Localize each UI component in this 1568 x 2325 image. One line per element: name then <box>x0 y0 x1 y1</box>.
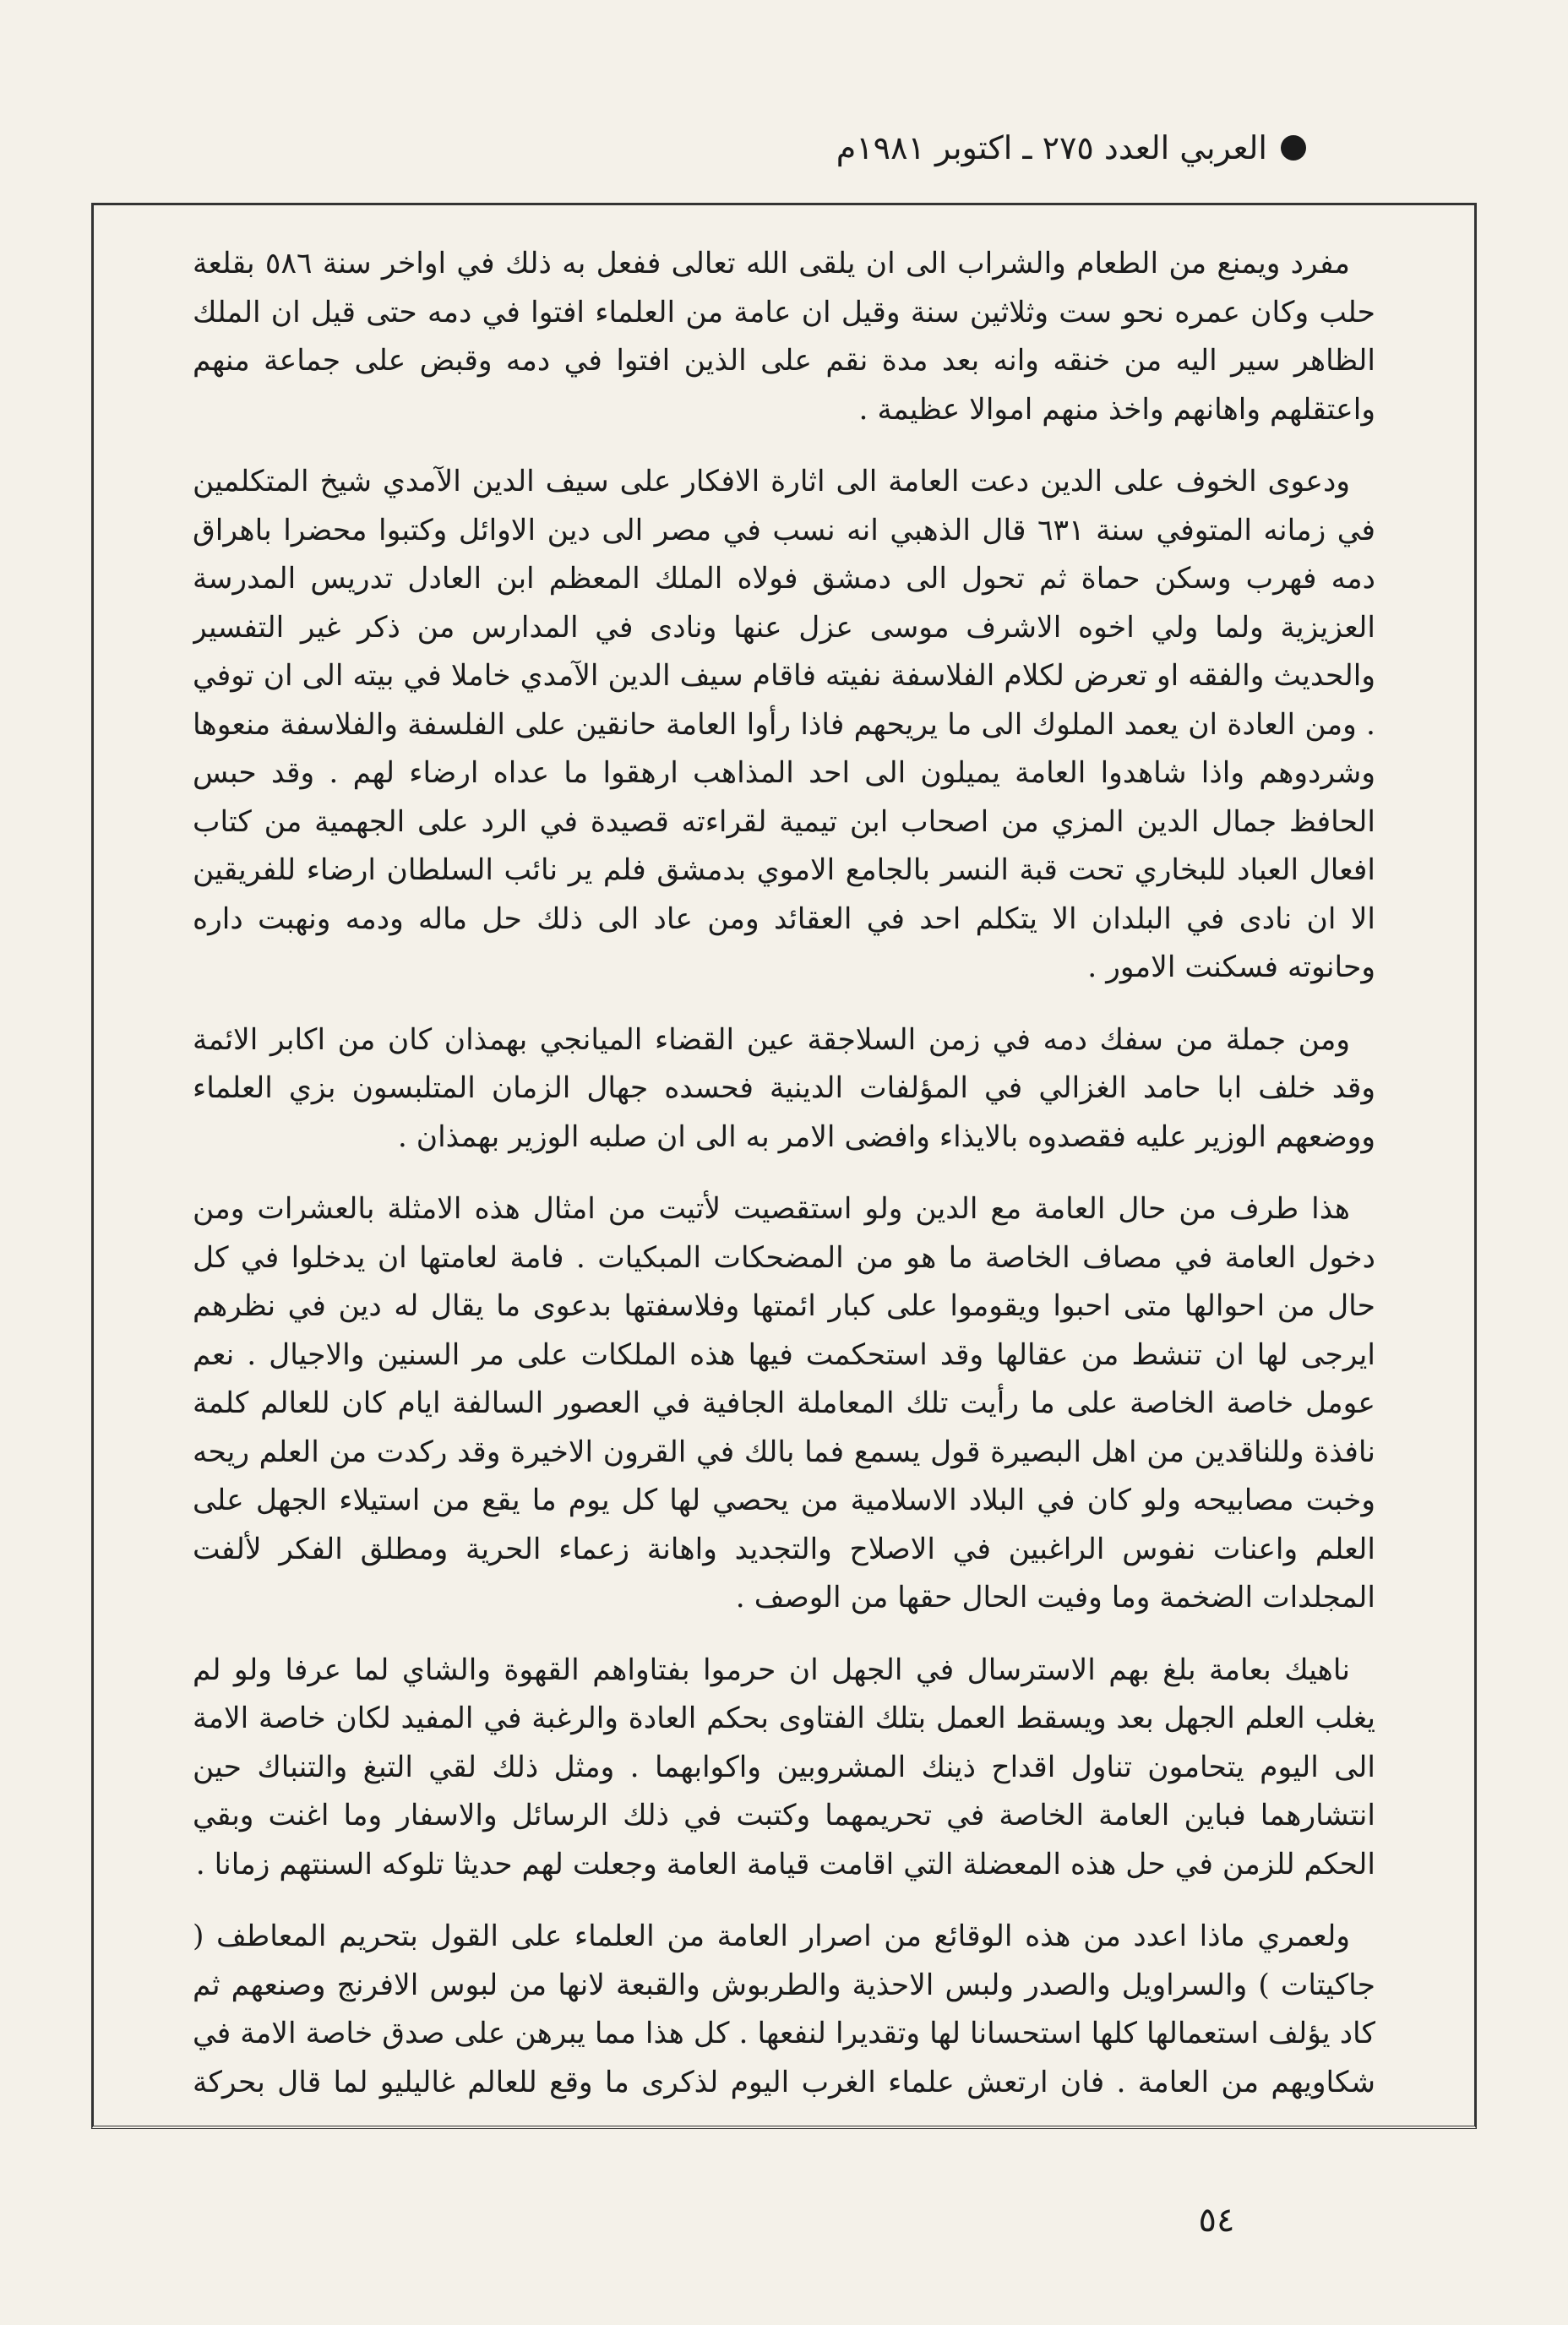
bullet-icon <box>1281 135 1306 161</box>
header-text: العربي العدد ٢٧٥ ـ اكتوبر ١٩٨١م <box>836 129 1267 166</box>
paragraph: مفرد ويمنع من الطعام والشراب الى ان يلقى الله تعالى ففعل به ذلك في اواخر سنة ٥٨٦ بقلعة حلب وكان عمره نحو ست وثلاثين سنة وقيل ان عامة من العلماء افتوا في دمه حتى قيل ان الملك الظاهر سير اليه من خنقه وانه بعد مدة نقم على الذين افتوا في دمه وقبض على جماعة منهم واعتقلهم واهانهم واخذ منهم اموالا عظيمة . <box>193 247 1375 427</box>
paragraph: هذا طرف من حال العامة مع الدين ولو استقصيت لأتيت من امثال هذه الامثلة بالعشرات ومن دخول العامة في مصاف الخاصة ما هو من المضحكات المبكيات . فامة لعامتها ان يدخلوا في كل حال من احوالها متى احبوا ويقوموا على كبار ائمتها وفلاسفتها بدعوى ما يقال له دين في نظرهم ايرجى لها ان تنشط من عقالها وقد استحكمت فيها هذه الملكات على مر السنين والاجيال . نعم عومل خاصة الخاصة على ما رأيت تلك المعاملة الجافية في العصور السالفة ايام كان للعالم كلمة نافذة وللناقدين من اهل البصيرة قول يسمع فما بالك في القرون الاخيرة وقد ركدت من العلم ريحه وخبت مصابيحه ولو كان في البلاد الاسلامية من يحصي لها كل يوم ما يقع من استيلاء الجهل على العلم واعنات نفوس الراغبين في الاصلاح والتجديد واهانة زعماء الحرية ومطلق الفكر لألفت المجلدات الضخمة وما وفيت الحال حقها من الوصف . <box>193 1192 1375 1614</box>
paragraph: ومن جملة من سفك دمه في زمن السلاجقة عين القضاء الميانجي بهمذان كان من اكابر الائمة وقد خلف ابا حامد الغزالي في المؤلفات الدينية فحسده جهال الزمان المتلبسون بزي العلماء ووضعهم الوزير عليه فقصدوه بالايذاء وافضى الامر به الى ان صلبه الوزير بهمذان . <box>193 1022 1375 1154</box>
page-number: ٥٤ <box>1198 2201 1235 2240</box>
paragraph: ودعوى الخوف على الدين دعت العامة الى اثارة الافكار على سيف الدين الآمدي شيخ المتكلمين في زمانه المتوفي سنة ٦٣١ قال الذهبي انه نسب في مصر الى دين الاوائل وكتبوا محضرا باهراق دمه فهرب وسكن حماة ثم تحول الى دمشق فولاه الملك المعظم ابن العادل تدريس المدرسة العزيزية ولما ولي اخوه الاشرف موسى عزل عنها ونادى في المدارس من ذكر غير التفسير والحديث والفقه او تعرض لكلام الفلاسفة نفيته فاقام سيف الدين الآمدي خاملا في بيته الى ان توفي . ومن العادة ان يعمد الملوك الى ما يريحهم فاذا رأوا العامة حانقين على الفلسفة والفلاسفة منعوها وشردوهم واذا شاهدوا العامة يميلون الى احد المذاهب ارهقوا ما عداه ارضاء لهم . وقد حبس الحافظ جمال الدين المزي من اصحاب ابن تيمية لقراءته قصيدة في الرد على الجهمية من كتاب افعال العباد للبخاري تحت قبة النسر بالجامع الاموي بدمشق فلم ير نائب السلطان ارضاء للفريقين الا ان نادى في البلدان الا يتكلم احد في العقائد ومن عاد الى ذلك حل ماله ودمه ونهبت داره وحانوته فسكنت الامور . <box>193 465 1375 984</box>
running-header <box>546 118 1306 177</box>
article-body <box>193 240 1375 2107</box>
paragraph: ولعمري ماذا اعدد من هذه الوقائع من اصرار العامة من العلماء على القول بتحريم المعاطف ( جاكيتات ) والسراويل والصدر ولبس الاحذية والطربوش والقبعة لانها من لبوس الافرنج وصنعهم ثم كاد يؤلف استعمالها كلها استحسانا لها وتقديرا لنفعها . كل هذا مما يبرهن على صدق خاصة الامة في شكاويهم من العامة . فان ارتعش علماء الغرب اليوم لذكرى ما وقع للعالم غاليليو لما قال بحركة <box>193 1919 1375 2099</box>
paragraph: ناهيك بعامة بلغ بهم الاسترسال في الجهل ان حرموا بفتاواهم القهوة والشاي لما عرفا ولو لم يغلب العلم الجهل بعد ويسقط العمل بتلك الفتاوى بحكم العادة والرغبة في المفيد لكان خاصة الامة الى اليوم يتحامون تناول اقداح ذينك المشروبين واكوابهما . ومثل ذلك لقي التبغ والتنباك حين انتشارهما فباين العامة الخاصة في تحريمهما وكتبت في ذلك الرسائل والاسفار وما اغنت وبقي الحكم للزمن في حل هذه المعضلة التي اقامت قيامة العامة وجعلت لهم حديثا تلوكه السنتهم زمانا . <box>193 1653 1375 1881</box>
